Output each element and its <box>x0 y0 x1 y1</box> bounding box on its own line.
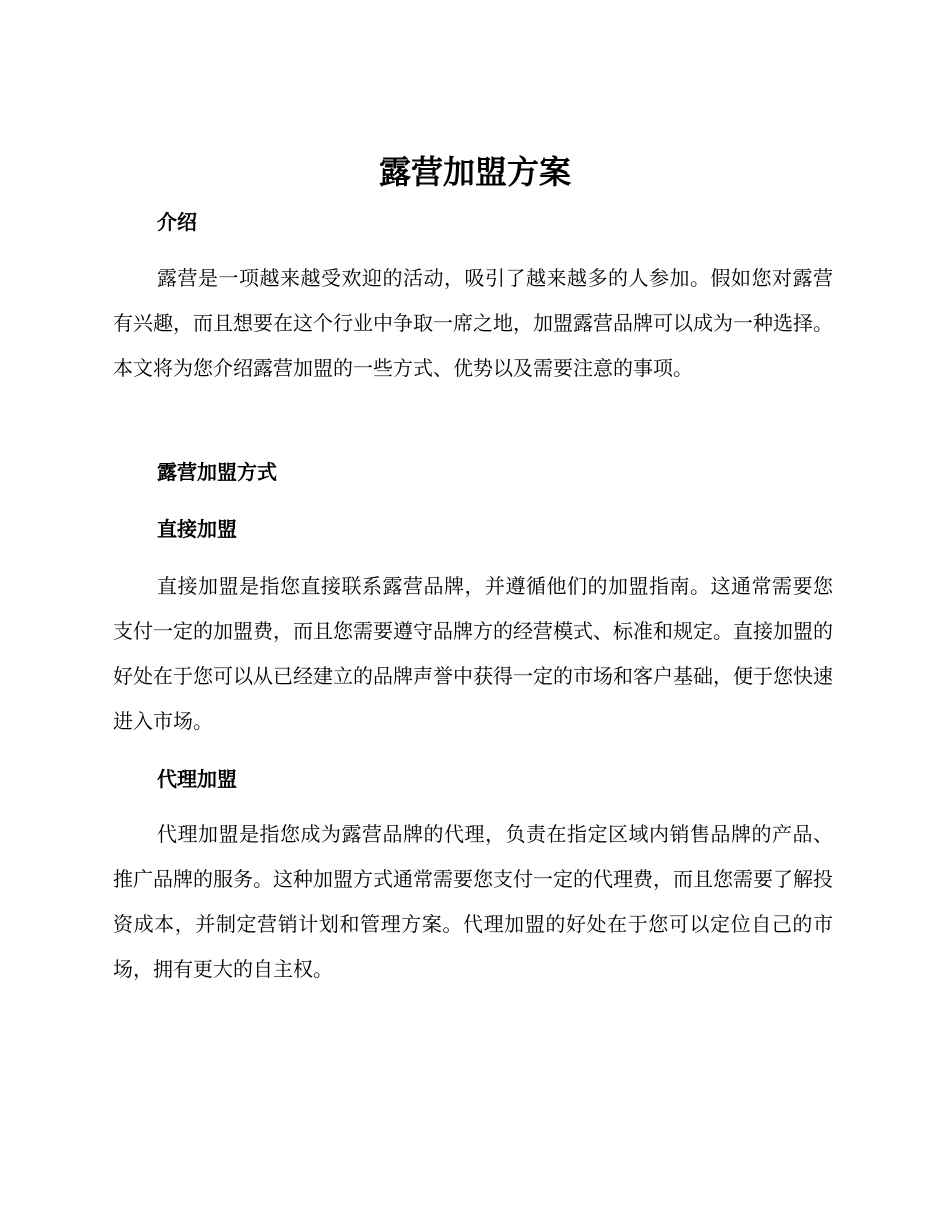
section-heading-intro: 介绍 <box>157 210 197 234</box>
section-heading-agent-franchise: 代理加盟 <box>157 767 237 791</box>
section-paragraph-intro: 露营是一项越来越受欢迎的活动，吸引了越来越多的人参加。假如您对露营有兴趣，而且想要在这个行业中争取一席之地，加盟露营品牌可以成为一种选择。本文将为您介绍露营加盟的一些方式、优势以及需要注意的事项。 <box>113 266 833 380</box>
section-paragraph-direct-franchise: 直接加盟是指您直接联系露营品牌，并遵循他们的加盟指南。这通常需要您支付一定的加盟费，而且您需要遵守品牌方的经营模式、标准和规定。直接加盟的好处在于您可以从已经建立的品牌声誉中获得一定的市场和客户基础，便于您快速进入市场。 <box>113 574 833 733</box>
section-heading-methods: 露营加盟方式 <box>157 460 277 484</box>
section-heading-direct-franchise: 直接加盟 <box>157 517 237 541</box>
document-title: 露营加盟方案 <box>378 153 571 191</box>
section-paragraph-agent-franchise: 代理加盟是指您成为露营品牌的代理，负责在指定区域内销售品牌的产品、推广品牌的服务。这种加盟方式通常需要您支付一定的代理费，而且您需要了解投资成本，并制定营销计划和管理方案。代理加盟的好处在于您可以定位自己的市场，拥有更大的自主权。 <box>113 822 833 981</box>
